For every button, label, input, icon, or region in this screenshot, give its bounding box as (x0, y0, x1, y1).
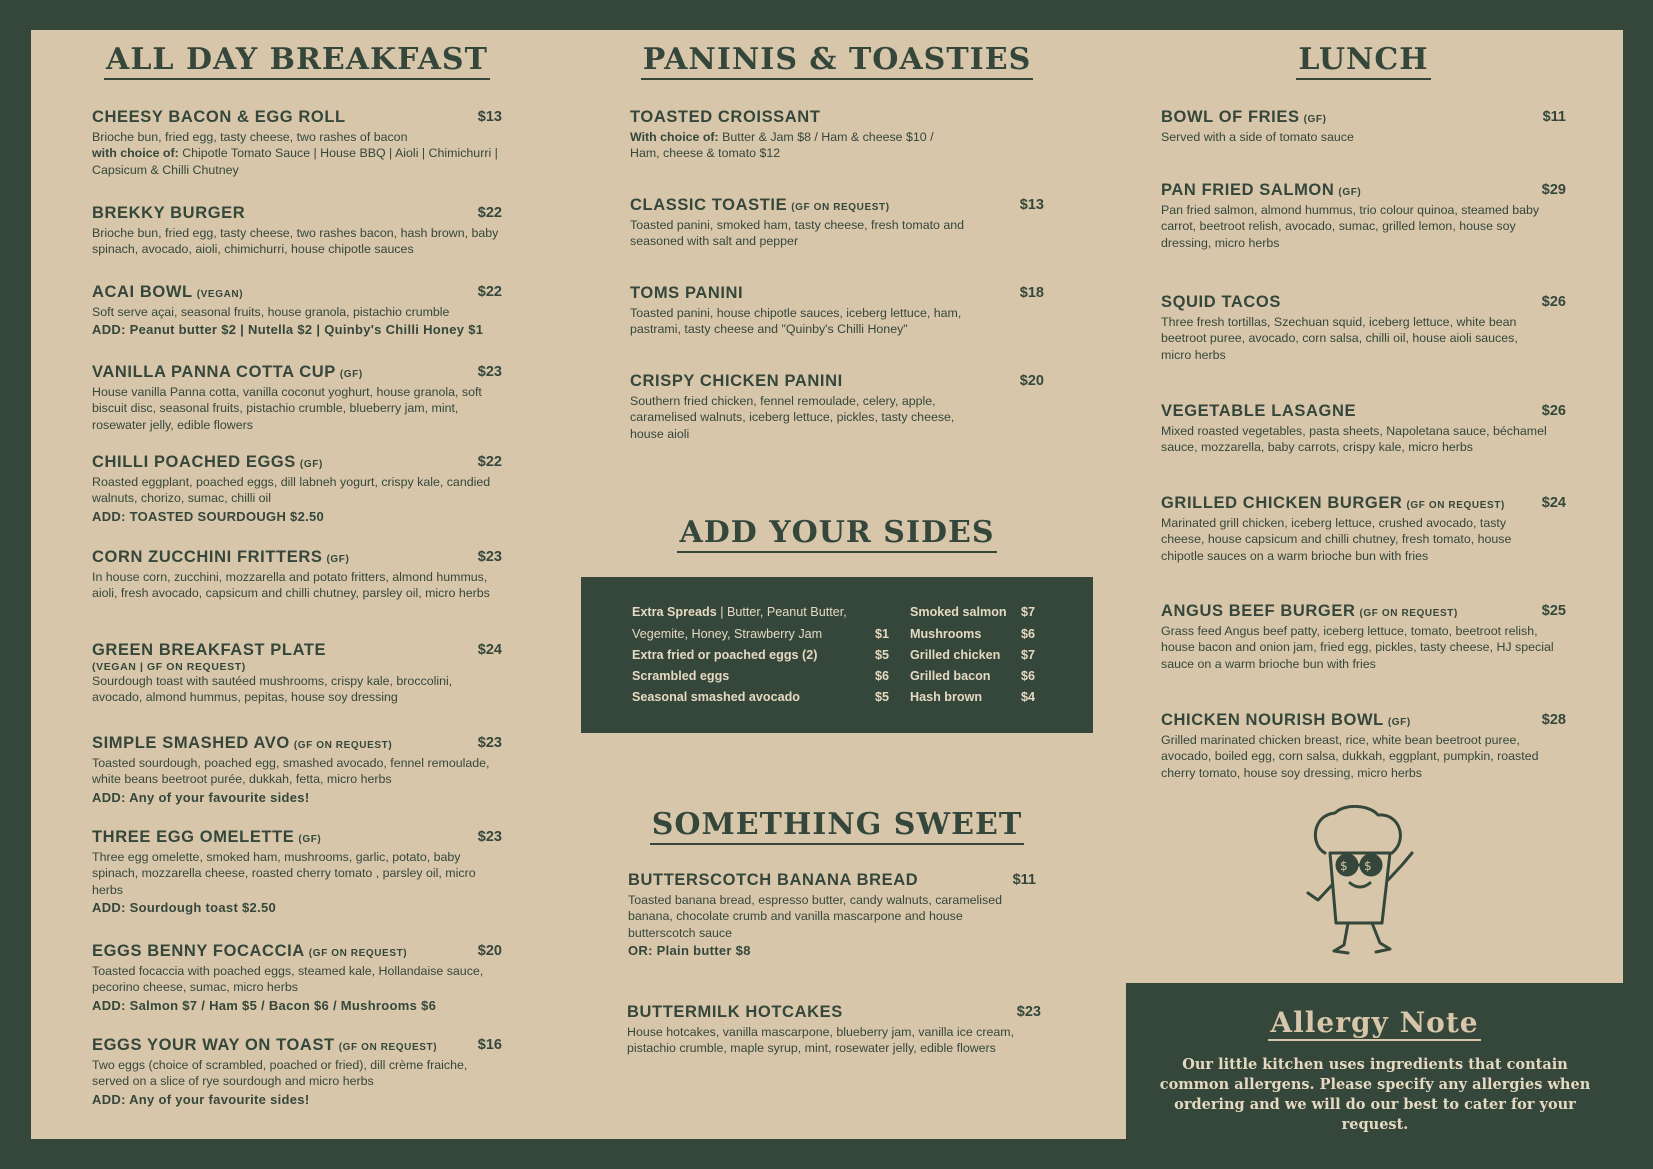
paninis-title: PANINIS & TOASTIES (630, 42, 1044, 77)
menu-item: TOMS PANINI $18 Toasted panini, house chipotle sauces, iceberg lettuce, ham, pastrami, tasty cheese and "Quinby's Chilli Honey" (630, 284, 1044, 337)
side-price: $1 (875, 627, 890, 641)
sides-panel (581, 577, 1093, 733)
side-price: $7 (1021, 605, 1036, 619)
menu-item: BUTTERMILK HOTCAKES $23 House hotcakes, vanilla mascarpone, blueberry jam, vanilla ice cream, pistachio crumble, maple syrup, mint, rosewater jelly, edible flowers (627, 1003, 1041, 1056)
menu-item: TOASTED CROISSANT With choice of: Butter & Jam $8 / Ham & cheese $10 / Ham, cheese & tomato $12 (630, 108, 934, 161)
sweet-title: SOMETHING SWEET (630, 807, 1044, 842)
side-price: $6 (875, 669, 890, 683)
allergy-title: Allergy Note (1270, 1006, 1479, 1039)
side-price: $4 (1021, 690, 1036, 704)
side-item: Vegemite, Honey, Strawberry Jam (632, 627, 823, 641)
side-item: Hash brown (910, 690, 983, 704)
side-item: Smoked salmon (910, 605, 1007, 619)
menu-item: GREEN BREAKFAST PLATE $24 (VEGAN | GF ON REQUEST) Sourdough toast with sautéed mushrooms, crispy kale, broccolini, avocado, almond hummus, pepitas, house soy dressing (92, 641, 502, 705)
side-item: Extra Spreads | Butter, Peanut Butter, (632, 605, 847, 619)
svg-text:$: $ (1340, 859, 1348, 873)
menu-item: CHICKEN NOURISH BOWL (GF) $28 Grilled marinated chicken breast, rice, white bean beetroot puree, avocado, boiled egg, corn salsa, dukkah, eggplant, pumpkin, roasted cherry tomato, house soy dressing, micro herbs (1161, 711, 1566, 780)
side-item: Seasonal smashed avocado (632, 690, 800, 704)
side-item: Extra fried or poached eggs (2) (632, 648, 818, 662)
side-price: $6 (1021, 669, 1036, 683)
menu-item: ANGUS BEEF BURGER (GF ON REQUEST) $25 Grass feed Angus beef patty, iceberg lettuce, tomato, beetroot relish, house bacon and onion jam, fried egg, pickles, tasty cheese, HJ special sauce on a warm brioche bun with fries (1161, 602, 1566, 671)
menu-item: EGGS BENNY FOCACCIA (GF ON REQUEST) $20 Toasted focaccia with poached eggs, steamed kale, Hollandaise sauce, pecorino cheese, sumac, micro herbs ADD: Salmon $7 / Ham $5 / Bacon $6 / Mushrooms $6 (92, 942, 502, 1013)
menu-item: THREE EGG OMELETTE (GF) $23 Three egg omelette, smoked ham, mushrooms, garlic, potato, baby spinach, mozzarella cheese, roasted cherry tomato , parsley oil, micro herbs ADD: Sourdough toast $2.50 (92, 828, 502, 915)
menu-item: SIMPLE SMASHED AVO (GF ON REQUEST) $23 Toasted sourdough, poached egg, smashed avocado, fennel remoulade, white beans beetroot purée, dukkah, fetta, micro herbs ADD: Any of your favourite sides! (92, 734, 502, 805)
toast-mascot-icon (1290, 805, 1430, 960)
menu-item: CHILLI POACHED EGGS (GF) $22 Roasted eggplant, poached eggs, dill labneh yogurt, crispy kale, candied walnuts, chorizo, sumac, chilli oil ADD: TOASTED SOURDOUGH $2.50 (92, 453, 502, 524)
svg-text:$: $ (1364, 859, 1372, 873)
side-price: $7 (1021, 648, 1036, 662)
menu-item: CLASSIC TOASTIE (GF ON REQUEST) $13 Toasted panini, smoked ham, tasty cheese, fresh tomato and seasoned with salt and pepper (630, 196, 1044, 249)
side-price: $5 (875, 690, 890, 704)
menu-item: SQUID TACOS $26 Three fresh tortillas, Szechuan squid, iceberg lettuce, white bean beetroot puree, avocado, corn salsa, chilli oil, house aioli sauces, micro herbs (1161, 293, 1566, 362)
menu-item: BUTTERSCOTCH BANANA BREAD $11 Toasted banana bread, espresso butter, candy walnuts, caramelised banana, chocolate crumb and vanilla mascarpone and house butterscotch sauce OR: Plain butter $8 (628, 871, 1036, 958)
menu-item: CORN ZUCCHINI FRITTERS (GF) $23 In house corn, zucchini, mozzarella and potato fritters, almond hummus, aioli, fresh avocado, capsicum and chilli chutney, parsley oil, micro herbs (92, 548, 502, 601)
menu-item: GRILLED CHICKEN BURGER (GF ON REQUEST) $24 Marinated grill chicken, iceberg lettuce, crushed avocado, tasty cheese, house capsicum and chilli chutney, fresh tomato, house chipotle sauces on a warm brioche bun with fries (1161, 494, 1566, 563)
menu-item: PAN FRIED SALMON (GF) $29 Pan fried salmon, almond hummus, trio colour quinoa, steamed baby carrot, beetroot relish, avocado, sumac, grilled lemon, house soy dressing, micro herbs (1161, 181, 1566, 250)
side-price: $5 (875, 648, 890, 662)
menu-item: BREKKY BURGER $22 Brioche bun, fried egg, tasty cheese, two rashes bacon, hash brown, baby spinach, avocado, aioli, chimichurri, house chipotle sauces (92, 204, 502, 257)
side-price: $6 (1021, 627, 1036, 641)
side-item: Mushrooms (910, 627, 982, 641)
menu-item: VANILLA PANNA COTTA CUP (GF) $23 House vanilla Panna cotta, vanilla coconut yoghurt, house granola, soft biscuit disc, seasonal fruits, pistachio crumble, blueberry jam, mint, rosewater jelly, edible flowers (92, 363, 502, 432)
side-item: Scrambled eggs (632, 669, 730, 683)
allergy-text: Our little kitchen uses ingredients that contain common allergens. Please specify any allergies when ordering and we will do our best to cater for your request. (1159, 1056, 1591, 1133)
side-item: Grilled bacon (910, 669, 991, 683)
side-item: Grilled chicken (910, 648, 1001, 662)
menu-item: EGGS YOUR WAY ON TOAST (GF ON REQUEST) $16 Two eggs (choice of scrambled, poached or fried), dill crème fraiche, served on a slice of rye sourdough and micro herbs ADD: Any of your favourite sides! (92, 1036, 502, 1107)
menu-item: CRISPY CHICKEN PANINI $20 Southern fried chicken, fennel remoulade, celery, apple, caramelised walnuts, iceberg lettuce, pickles, tasty cheese, house aioli (630, 372, 1044, 441)
menu-item: BOWL OF FRIES (GF) $11 Served with a side of tomato sauce (1161, 108, 1566, 144)
menu-item: CHEESY BACON & EGG ROLL $13 Brioche bun, fried egg, tasty cheese, two rashes of bacon with choice of: Chipotle Tomato Sauce | House BBQ | Aioli | Chimichurri | Capsicum & Chilli Chutney (92, 108, 502, 177)
menu-item: VEGETABLE LASAGNE $26 Mixed roasted vegetables, pasta sheets, Napoletana sauce, béchamel sauce, mozzarella, baby carrots, crispy kale, micro herbs (1161, 402, 1566, 455)
breakfast-title: ALL DAY BREAKFAST (92, 42, 502, 77)
lunch-title: LUNCH (1161, 42, 1566, 77)
sides-title: ADD YOUR SIDES (581, 515, 1093, 550)
menu-item: ACAI BOWL (VEGAN) $22 Soft serve açai, seasonal fruits, house granola, pistachio crumble ADD: Peanut butter $2 | Nutella $2 | Quinby's Chilli Honey $1 (92, 283, 502, 338)
